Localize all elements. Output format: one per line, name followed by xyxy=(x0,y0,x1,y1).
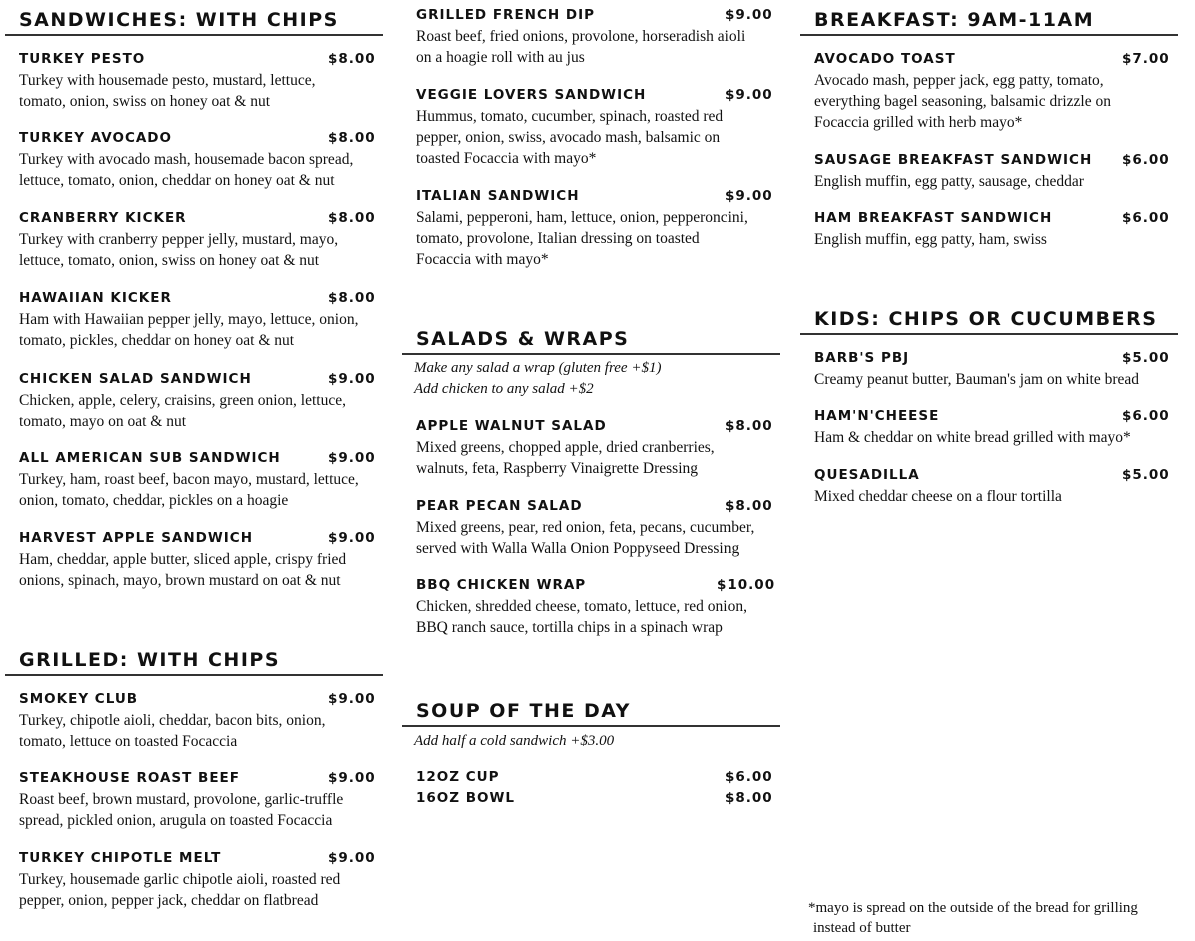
item-price: $5.00 xyxy=(1122,467,1170,483)
item-description: Mixed greens, chopped apple, dried cranberries, walnuts, feta, Raspberry Vinaigrette Dressing xyxy=(416,439,715,477)
item-name: HAM'N'CHEESE xyxy=(814,408,940,424)
item-name: HAM BREAKFAST SANDWICH xyxy=(814,210,1053,226)
item-description: Turkey with cranberry pepper jelly, mustard, mayo, lettuce, tomato, onion, swiss on honey oat & nut xyxy=(19,231,339,269)
item-name: PEAR PECAN SALAD xyxy=(416,498,583,514)
section-title-sandwiches: SANDWICHES: WITH CHIPS xyxy=(5,8,383,36)
item-description: Turkey, ham, roast beef, bacon mayo, mustard, lettuce, onion, tomato, cheddar, pickles on a hoagie xyxy=(19,471,359,509)
item-price: $8.00 xyxy=(725,790,773,806)
item-price: $9.00 xyxy=(328,371,376,387)
item-name: HAWAIIAN KICKER xyxy=(19,290,172,306)
item-name: BARB'S PBJ xyxy=(814,350,910,366)
item-name: AVOCADO TOAST xyxy=(814,51,956,67)
item-name: ITALIAN SANDWICH xyxy=(416,188,580,204)
item-name: CHICKEN SALAD SANDWICH xyxy=(19,371,252,387)
section-title-breakfast: BREAKFAST: 9AM-11AM xyxy=(800,8,1178,36)
item-description: Creamy peanut butter, Bauman's jam on white bread xyxy=(814,371,1139,388)
item-description: Turkey with housemade pesto, mustard, lettuce, tomato, onion, swiss on honey oat & nut xyxy=(19,72,316,110)
section-title-grilled: GRILLED: WITH CHIPS xyxy=(5,648,383,676)
item-name: TURKEY CHIPOTLE MELT xyxy=(19,850,222,866)
salad-note: Make any salad a wrap (gluten free +$1) xyxy=(414,360,662,376)
item-description: Mixed cheddar cheese on a flour tortilla xyxy=(814,488,1062,505)
item-name: 16OZ BOWL xyxy=(416,790,516,806)
item-description: Chicken, apple, celery, craisins, green onion, lettuce, tomato, mayo on oat & nut xyxy=(19,392,346,430)
item-name: GRILLED FRENCH DIP xyxy=(416,7,595,23)
item-price: $9.00 xyxy=(328,450,376,466)
item-description: Chicken, shredded cheese, tomato, lettuce, red onion, BBQ ranch sauce, tortilla chips in a spinach wrap xyxy=(416,598,747,636)
item-description: Hummus, tomato, cucumber, spinach, roasted red pepper, onion, swiss, avocado mash, balsamic on toasted Focaccia with mayo* xyxy=(416,108,724,167)
item-price: $9.00 xyxy=(328,850,376,866)
item-description: Turkey, housemade garlic chipotle aioli, roasted red pepper, onion, pepper jack, cheddar on flatbread xyxy=(19,871,341,909)
item-price: $9.00 xyxy=(328,691,376,707)
item-name: CRANBERRY KICKER xyxy=(19,210,187,226)
item-name: TURKEY AVOCADO xyxy=(19,130,172,146)
item-name: HARVEST APPLE SANDWICH xyxy=(19,530,253,546)
item-name: APPLE WALNUT SALAD xyxy=(416,418,607,434)
item-name: STEAKHOUSE ROAST BEEF xyxy=(19,770,240,786)
item-description: Salami, pepperoni, ham, lettuce, onion, pepperoncini, tomato, provolone, Italian dressing on toasted Focaccia with mayo* xyxy=(416,209,748,268)
item-price: $5.00 xyxy=(1122,350,1170,366)
section-title-salads: SALADS & WRAPS xyxy=(402,327,780,355)
item-description: Avocado mash, pepper jack, egg patty, tomato, everything bagel seasoning, balsamic drizzle on Focaccia grilled with herb mayo* xyxy=(814,72,1111,131)
item-description: Turkey with avocado mash, housemade bacon spread, lettuce, tomato, onion, cheddar on honey oat & nut xyxy=(19,151,354,189)
item-description: English muffin, egg patty, sausage, cheddar xyxy=(814,173,1084,190)
item-description: English muffin, egg patty, ham, swiss xyxy=(814,231,1047,248)
item-price: $6.00 xyxy=(1122,152,1170,168)
item-name: SMOKEY CLUB xyxy=(19,691,139,707)
item-price: $8.00 xyxy=(328,210,376,226)
item-description: Ham & cheddar on white bread grilled with mayo* xyxy=(814,429,1131,446)
salad-note: Add chicken to any salad +$2 xyxy=(414,381,594,397)
item-price: $6.00 xyxy=(1122,408,1170,424)
item-name: VEGGIE LOVERS SANDWICH xyxy=(416,87,647,103)
item-name: BBQ CHICKEN WRAP xyxy=(416,577,587,593)
item-name: QUESADILLA xyxy=(814,467,920,483)
item-name: TURKEY PESTO xyxy=(19,51,146,67)
item-price: $7.00 xyxy=(1122,51,1170,67)
item-price: $8.00 xyxy=(725,418,773,434)
item-description: Ham, cheddar, apple butter, sliced apple, crispy fried onions, spinach, mayo, brown mustard on oat & nut xyxy=(19,551,347,589)
item-price: $8.00 xyxy=(328,130,376,146)
item-price: $8.00 xyxy=(328,290,376,306)
mayo-footnote: *mayo is spread on the outside of the bread for grilling instead of butter xyxy=(808,900,1138,936)
item-name: 12OZ CUP xyxy=(416,769,500,785)
item-name: SAUSAGE BREAKFAST SANDWICH xyxy=(814,152,1093,168)
item-price: $10.00 xyxy=(717,577,776,593)
item-price: $8.00 xyxy=(725,498,773,514)
item-price: $6.00 xyxy=(1122,210,1170,226)
item-price: $9.00 xyxy=(725,7,773,23)
item-name: ALL AMERICAN SUB SANDWICH xyxy=(19,450,281,466)
item-price: $9.00 xyxy=(725,87,773,103)
item-price: $9.00 xyxy=(328,530,376,546)
item-price: $8.00 xyxy=(328,51,376,67)
item-price: $9.00 xyxy=(725,188,773,204)
section-title-soup: SOUP OF THE DAY xyxy=(402,699,780,727)
item-description: Turkey, chipotle aioli, cheddar, bacon bits, onion, tomato, lettuce on toasted Focaccia xyxy=(19,712,326,750)
item-description: Roast beef, fried onions, provolone, horseradish aioli on a hoagie roll with au jus xyxy=(416,28,746,66)
item-description: Roast beef, brown mustard, provolone, garlic-truffle spread, pickled onion, arugula on toasted Focaccia xyxy=(19,791,344,829)
item-price: $9.00 xyxy=(328,770,376,786)
item-description: Mixed greens, pear, red onion, feta, pecans, cucumber, served with Walla Walla Onion Poppyseed Dressing xyxy=(416,519,755,557)
item-description: Ham with Hawaiian pepper jelly, mayo, lettuce, onion, tomato, pickles, cheddar on honey oat & nut xyxy=(19,311,359,349)
soup-note: Add half a cold sandwich +$3.00 xyxy=(414,733,615,749)
item-price: $6.00 xyxy=(725,769,773,785)
section-title-kids: KIDS: CHIPS OR CUCUMBERS xyxy=(800,307,1178,335)
